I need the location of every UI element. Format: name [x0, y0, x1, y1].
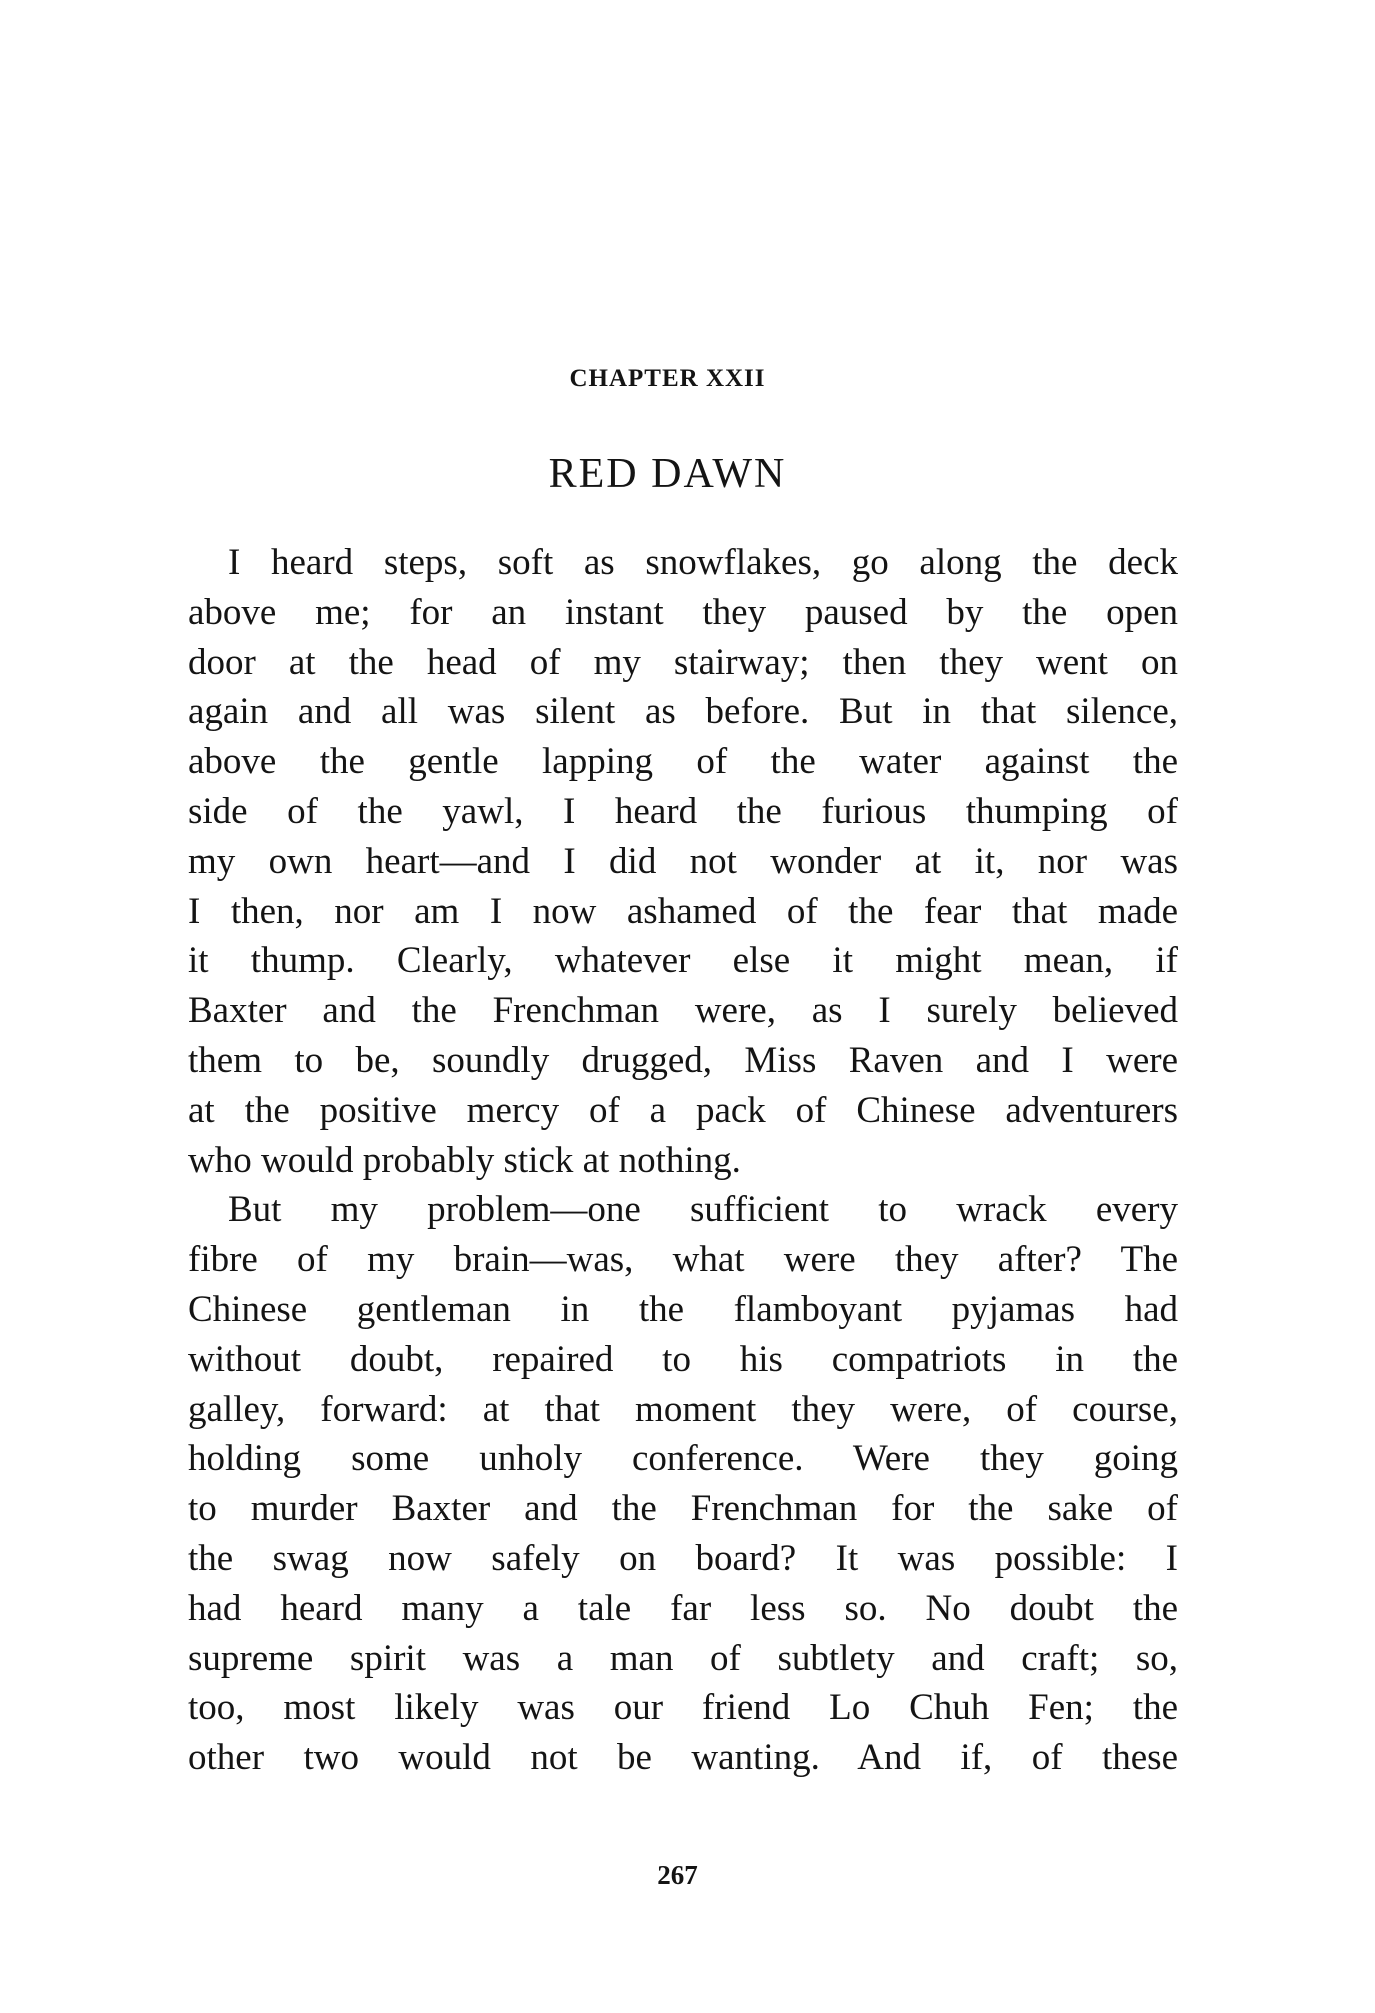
- chapter-label: CHAPTER XXII: [569, 365, 766, 392]
- text-line: again and all was silent as before. But in that silence,: [188, 691, 1178, 733]
- text-line: the swag now safely on board? It was possible: I: [188, 1537, 1178, 1579]
- text-line: above me; for an instant they paused by the open: [188, 591, 1178, 633]
- chapter-title: RED DAWN: [548, 451, 787, 497]
- text-line: Baxter and the Frenchman were, as I surely believed: [188, 990, 1178, 1032]
- body-text: [188, 538, 1178, 1783]
- text-line: Chinese gentleman in the flamboyant pyjamas had: [188, 1288, 1178, 1330]
- text-line: other two would not be wanting. And if, of these: [188, 1737, 1178, 1779]
- text-line: fibre of my brain—was, what were they after? The: [188, 1239, 1178, 1281]
- text-line: at the positive mercy of a pack of Chinese adventurers: [188, 1089, 1178, 1131]
- text-line: without doubt, repaired to his compatriots in the: [188, 1338, 1178, 1380]
- page-number: 267: [657, 1860, 698, 1890]
- text-line: had heard many a tale far less so. No doubt the: [188, 1587, 1178, 1629]
- text-line: my own heart—and I did not wonder at it, nor was: [188, 840, 1178, 882]
- text-line: it thump. Clearly, whatever else it might mean, if: [188, 940, 1178, 982]
- text-line: to murder Baxter and the Frenchman for the sake of: [188, 1488, 1178, 1530]
- text-line: door at the head of my stairway; then they went on: [188, 641, 1178, 683]
- text-line: But my problem—one sufficient to wrack every: [228, 1189, 1178, 1231]
- text-line: who would probably stick at nothing.: [188, 1139, 741, 1181]
- text-line: holding some unholy conference. Were they going: [188, 1438, 1178, 1480]
- text-line: galley, forward: at that moment they were, of course,: [188, 1388, 1178, 1430]
- text-line: above the gentle lapping of the water against the: [188, 741, 1178, 783]
- text-line: I heard steps, soft as snowflakes, go along the deck: [228, 542, 1178, 583]
- text-line: them to be, soundly drugged, Miss Raven and I were: [188, 1039, 1178, 1081]
- text-line: too, most likely was our friend Lo Chuh Fen; the: [188, 1687, 1178, 1729]
- text-line: I then, nor am I now ashamed of the fear that made: [188, 890, 1178, 932]
- text-line: side of the yawl, I heard the furious thumping of: [188, 790, 1178, 832]
- text-line: supreme spirit was a man of subtlety and craft; so,: [188, 1637, 1178, 1679]
